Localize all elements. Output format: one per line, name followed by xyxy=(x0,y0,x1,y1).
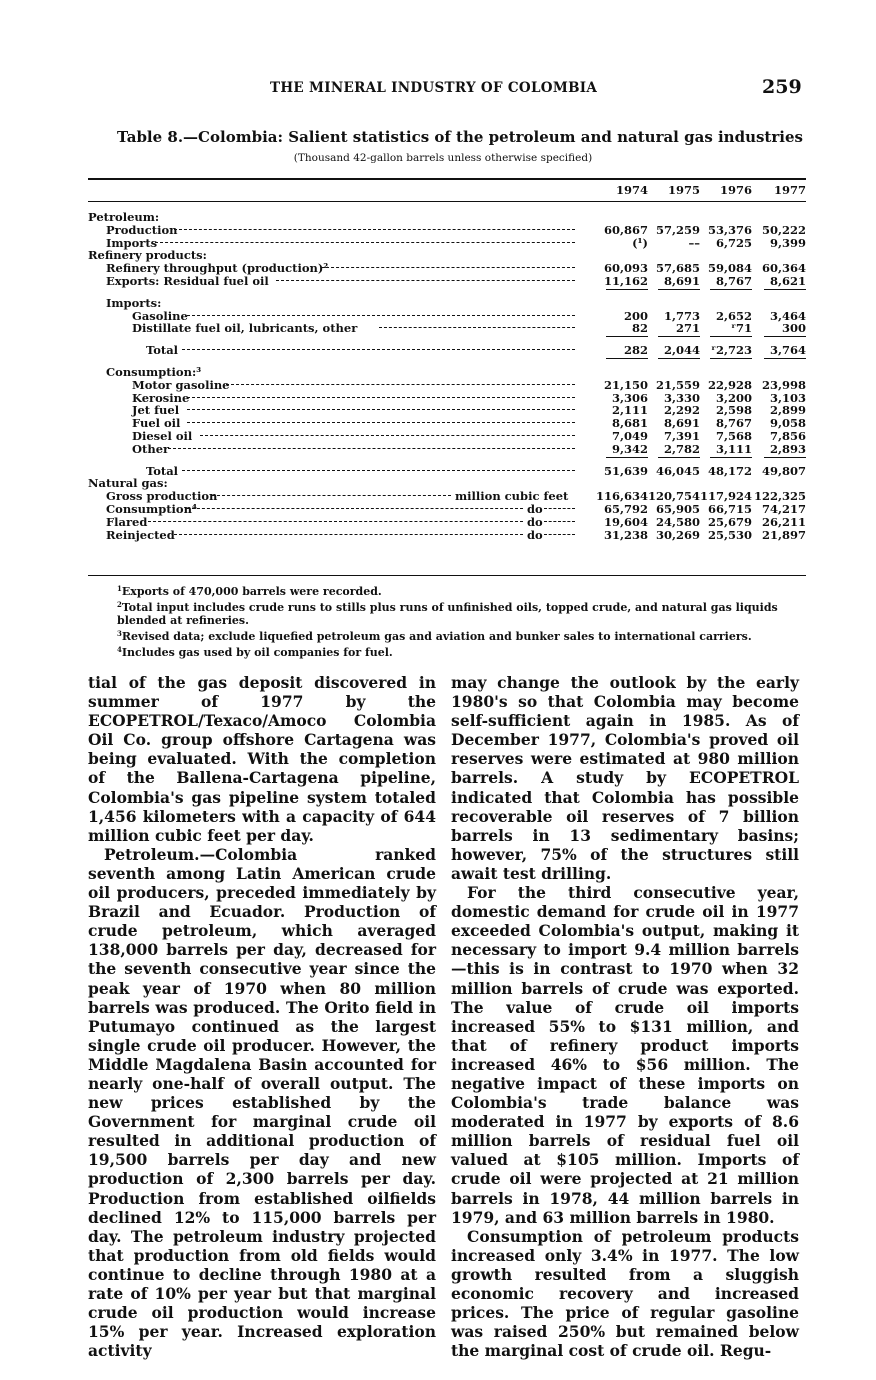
sum-rule xyxy=(606,457,648,458)
row-label: Consumption⁴ xyxy=(106,502,197,516)
row-label: Reinjected xyxy=(106,527,175,542)
paragraph-text: Consumption of petroleum products increased only 3.4% in 1977. The low growth resulted from a sluggish economic recovery and increased prices. The price of regular gasoline was raised 250% but remained below the marginal cost of crude oil. Regu- xyxy=(451,1226,799,1361)
value-cell: 49,807 xyxy=(761,463,806,478)
value-cell: 21,150 xyxy=(603,377,648,392)
sum-rule xyxy=(764,289,806,290)
sum-rule xyxy=(658,289,700,290)
footnote-text: Exports of 470,000 barrels were recorded. xyxy=(121,585,382,598)
value-cell: –– xyxy=(688,235,700,250)
value-cell: 8,681 xyxy=(611,416,648,431)
table-row xyxy=(88,322,806,335)
row-unit: do xyxy=(527,527,543,542)
row-label: Distillate fuel oil, lubricants, other xyxy=(132,321,358,336)
value-cell: ʳ71 xyxy=(731,321,752,336)
value-cell: 7,049 xyxy=(611,429,648,443)
row-label: Flared xyxy=(106,514,148,529)
value-cell: 8,691 xyxy=(663,274,700,288)
table-bottom-rule xyxy=(88,575,806,576)
footnote-mark: 1 xyxy=(117,584,122,593)
value-cell: 57,685 xyxy=(655,261,700,276)
sum-rule xyxy=(764,358,806,359)
dot-leader xyxy=(187,397,575,398)
table-title: Table 8.—Colombia: Salient statistics of the petroleum and natural gas industries xyxy=(117,128,803,146)
table-row xyxy=(88,297,806,310)
sum-rule xyxy=(710,457,752,458)
footnote-mark: 2 xyxy=(117,600,122,609)
paragraph-text: may change the outlook by the early 1980's so that Colombia may become self-sufficient again in 1985. As of December 1977, Colombia's proved oil reserves were estimated at 980 million barrels. A study by ECOPETROL indicated that Colombia has possible recoverable oil reserves of 7 billion barrels in 13 sedimentary basins; however, 75% of the structures still await test drilling. xyxy=(451,673,799,883)
dot-leader xyxy=(379,327,575,328)
value-cell: 31,238 xyxy=(603,527,648,542)
row-label: Total xyxy=(146,343,179,358)
value-cell: 60,364 xyxy=(761,261,806,276)
value-cell: 48,172 xyxy=(707,463,752,478)
value-cell: (¹) xyxy=(632,235,648,250)
table-header-rule xyxy=(88,201,806,202)
value-cell: 65,792 xyxy=(603,502,648,516)
value-cell: 66,715 xyxy=(707,502,752,516)
year-header: 1975 xyxy=(667,183,700,197)
dot-leader xyxy=(155,242,575,243)
table-top-rule xyxy=(88,178,806,180)
sum-rule xyxy=(658,457,700,458)
year-header: 1977 xyxy=(773,183,806,197)
paragraph-text: For the third consecutive year, domestic demand for crude oil in 1977 exceeded Colombia's output, making it necessary to import 9.4 million barrels—this is in contrast to 1970 when 32 million barrels of crude was exported. The value of crude oil imports increased 55% to $131 million, and that of refinery product imports increased 46% to $56 million. The negative impact of these imports on Colombia's trade balance was moderated in 1977 by exports of 8.6 million barrels of residual fuel oil valued at $105 million. Imports of crude oil were projected at 21 million barrels in 1978, 44 million barrels in 1979, and 63 million barrels in 1980. xyxy=(451,883,799,1227)
value-cell: 22,928 xyxy=(707,377,752,392)
table-row xyxy=(88,275,806,288)
paragraph-text: tial of the gas deposit discovered in summer of 1977 by the ECOPETROL/Texaco/Amoco Colombia Oil Co. group offshore Cartagena was being evaluated. With the completion of the Ballena-Cartagena pipeline, Colombia's gas pipeline system totaled 1,456 kilometers with a capacity of 644 million cubic feet per day. xyxy=(88,673,436,845)
value-cell: 2,893 xyxy=(769,441,806,456)
year-header: 1976 xyxy=(719,183,752,197)
row-unit: million cubic feet xyxy=(455,489,569,504)
table-subtitle: (Thousand 42-gallon barrels unless otherwise specified) xyxy=(293,152,593,164)
row-label: Consumption:³ xyxy=(106,365,202,379)
value-cell: 2,111 xyxy=(611,403,648,418)
value-cell: 50,222 xyxy=(761,222,806,237)
dot-leader xyxy=(544,508,575,509)
footnote-mark: 3 xyxy=(117,629,122,638)
value-cell: 65,905 xyxy=(655,502,700,516)
value-cell: 53,376 xyxy=(707,222,752,237)
body-paragraph xyxy=(88,673,436,845)
value-cell: 60,867 xyxy=(603,222,648,237)
dot-leader xyxy=(187,409,575,410)
row-label: Gasoline xyxy=(132,308,188,323)
dot-leader xyxy=(187,508,523,509)
row-label: Production xyxy=(106,222,178,237)
dot-leader xyxy=(226,384,575,385)
table-row xyxy=(88,465,806,478)
dot-leader xyxy=(174,534,523,535)
table-row xyxy=(88,443,806,456)
value-cell: 8,767 xyxy=(715,416,752,431)
body-paragraph xyxy=(88,845,436,1361)
row-label: Other xyxy=(132,441,170,456)
value-cell: 8,621 xyxy=(769,274,806,288)
value-cell: 59,084 xyxy=(707,261,752,276)
value-cell: 122,325 xyxy=(753,489,806,504)
row-label: Kerosine xyxy=(132,390,190,405)
dot-leader xyxy=(187,422,575,423)
sum-rule xyxy=(606,358,648,359)
table-row xyxy=(88,344,806,357)
value-cell: 3,200 xyxy=(715,390,752,405)
value-cell: 6,725 xyxy=(715,235,752,250)
body-paragraph xyxy=(451,1227,799,1361)
value-cell: 30,269 xyxy=(655,527,700,542)
value-cell: 2,652 xyxy=(715,308,752,323)
row-unit: do xyxy=(527,502,543,516)
table-row xyxy=(88,516,806,529)
value-cell: 9,058 xyxy=(769,416,806,431)
footnote-text: Includes gas used by oil companies for fuel. xyxy=(121,646,393,659)
row-label: Imports: xyxy=(106,295,162,310)
value-cell: 51,639 xyxy=(603,463,648,478)
value-cell: 24,580 xyxy=(655,514,700,529)
value-cell: 11,162 xyxy=(603,274,648,288)
value-cell: 82 xyxy=(631,321,648,336)
dot-leader xyxy=(544,521,575,522)
sum-rule xyxy=(606,289,648,290)
value-cell: 74,217 xyxy=(761,502,806,516)
value-cell: 282 xyxy=(623,343,648,358)
value-cell: 7,391 xyxy=(663,429,700,443)
row-label: Imports xyxy=(106,235,158,250)
row-label: Natural gas: xyxy=(88,476,168,491)
sum-rule xyxy=(710,358,752,359)
value-cell: 2,044 xyxy=(663,343,700,358)
dot-leader xyxy=(276,280,575,281)
footnote xyxy=(117,582,807,598)
dot-leader xyxy=(182,349,575,350)
sum-rule xyxy=(710,289,752,290)
value-cell: 21,559 xyxy=(655,377,700,392)
value-cell: 3,306 xyxy=(611,390,648,405)
dot-leader xyxy=(148,521,523,522)
value-cell: 1,773 xyxy=(663,308,700,323)
row-label: Refinery products: xyxy=(88,248,207,263)
footnote-mark: 4 xyxy=(117,645,122,654)
section-runin-heading: Petroleum.— xyxy=(104,844,216,864)
sum-rule xyxy=(710,336,752,337)
value-cell: 9,399 xyxy=(769,235,806,250)
sum-rule xyxy=(764,457,806,458)
row-label: Jet fuel xyxy=(132,403,180,418)
sum-rule xyxy=(606,336,648,337)
value-cell: 23,998 xyxy=(761,377,806,392)
value-cell: 3,103 xyxy=(769,390,806,405)
dot-leader xyxy=(544,534,575,535)
table-row xyxy=(88,529,806,542)
value-cell: 7,856 xyxy=(769,429,806,443)
value-cell: 2,292 xyxy=(663,403,700,418)
value-cell: 116,634 xyxy=(595,489,648,504)
value-cell: 3,330 xyxy=(663,390,700,405)
value-cell: 120,754 xyxy=(647,489,700,504)
value-cell: 19,604 xyxy=(603,514,648,529)
value-cell: 26,211 xyxy=(761,514,806,529)
value-cell: 46,045 xyxy=(655,463,700,478)
value-cell: 117,924 xyxy=(699,489,752,504)
footnote xyxy=(117,598,807,627)
row-label: Refinery throughput (production)² xyxy=(106,261,329,276)
dot-leader xyxy=(212,495,451,496)
footnote-text: Total input includes crude runs to stills plus runs of unfinished oils, topped crude, and natural gas liquids blended at refineries. xyxy=(117,601,778,627)
row-unit: do xyxy=(527,514,543,529)
running-title: THE MINERAL INDUSTRY OF COLOMBIA xyxy=(270,80,598,96)
value-cell: ʳ2,723 xyxy=(711,343,752,358)
row-label: Total xyxy=(146,463,179,478)
dot-leader xyxy=(187,315,575,316)
value-cell: 9,342 xyxy=(611,441,648,456)
value-cell: 2,782 xyxy=(663,441,700,456)
table-row xyxy=(88,224,806,237)
footnote-text: Revised data; exclude liquefied petroleum gas and aviation and bunker sales to international carriers. xyxy=(121,630,752,643)
paragraph-text: Colombia ranked seventh among Latin American crude oil producers, preceded immediately by Brazil and Ecuador. Production of crude petroleum, which averaged 138,000 barrels per day, decreased for the seventh consecutive year since the peak year of 1970 when 80 million barrels was produced. The Orito field in Putumayo continued as the largest single crude oil producer. However, the Middle Magdalena Basin accounted for nearly one-half of overall output. The new prices established by the Government for marginal crude oil resulted in additional production of 19,500 barrels per day and new production of 2,300 barrels per day. Production from established oilfields declined 12% to 115,000 barrels per day. The petroleum industry projected that production from old fields would continue to decline through 1980 at a rate of 10% per year but that marginal crude oil production would increase 15% per year. Increased exploration activity xyxy=(88,844,436,1361)
value-cell: 60,093 xyxy=(603,261,648,276)
value-cell: 271 xyxy=(675,321,700,336)
sum-rule xyxy=(658,336,700,337)
row-label: Diesel oil xyxy=(132,429,193,443)
value-cell: 8,691 xyxy=(663,416,700,431)
dot-leader xyxy=(321,267,575,268)
body-column-right xyxy=(451,673,799,1360)
footnote xyxy=(117,627,807,643)
value-cell: 3,111 xyxy=(715,441,752,456)
body-column-left xyxy=(88,673,436,1360)
footnote xyxy=(117,643,807,659)
body-paragraph xyxy=(451,883,799,1227)
row-label: Motor gasoline xyxy=(132,377,230,392)
value-cell: 3,464 xyxy=(769,308,806,323)
row-label: Petroleum: xyxy=(88,210,160,224)
body-paragraph xyxy=(451,673,799,883)
dot-leader xyxy=(174,229,575,230)
table-row xyxy=(88,379,806,392)
row-label: Gross production xyxy=(106,489,218,504)
value-cell: 25,679 xyxy=(707,514,752,529)
value-cell: 7,568 xyxy=(715,429,752,443)
dot-leader xyxy=(168,448,575,449)
value-cell: 2,598 xyxy=(715,403,752,418)
value-cell: 2,899 xyxy=(769,403,806,418)
value-cell: 8,767 xyxy=(715,274,752,288)
page-number: 259 xyxy=(762,76,802,98)
value-cell: 300 xyxy=(781,321,806,336)
value-cell: 200 xyxy=(623,308,648,323)
value-cell: 25,530 xyxy=(707,527,752,542)
value-cell: 3,764 xyxy=(769,343,806,358)
value-cell: 57,259 xyxy=(655,222,700,237)
table-footnotes xyxy=(117,582,807,659)
sum-rule xyxy=(764,336,806,337)
dot-leader xyxy=(200,435,575,436)
row-label: Exports: Residual fuel oil xyxy=(106,274,269,288)
value-cell: 21,897 xyxy=(761,527,806,542)
running-head xyxy=(0,76,876,102)
year-header: 1974 xyxy=(615,183,648,197)
row-label: Fuel oil xyxy=(132,416,181,431)
dot-leader xyxy=(182,470,575,471)
sum-rule xyxy=(658,358,700,359)
